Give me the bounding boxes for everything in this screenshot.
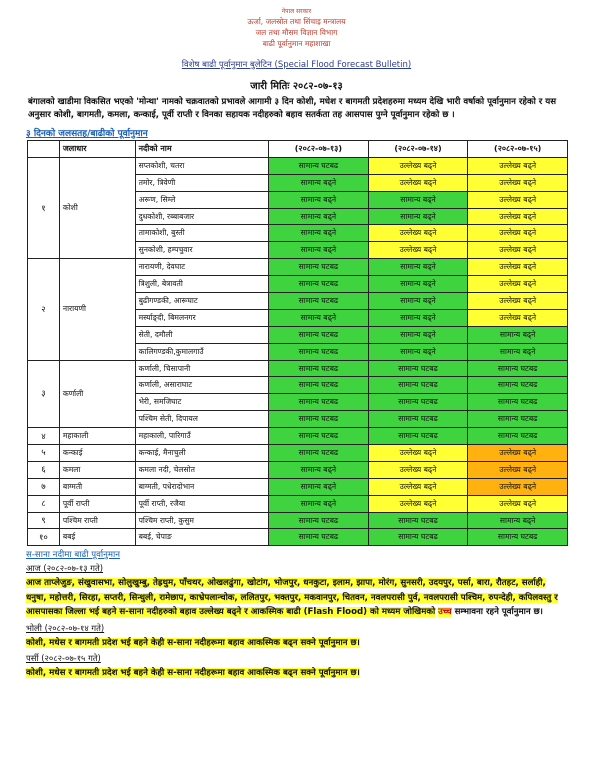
river-station: पूर्वी राप्ती, रजैया [135, 495, 269, 512]
forecast-day3-cell: उल्लेख्य बढ्ने [468, 225, 568, 242]
river-station: कालिगण्डकी,कुमालगाउँ [135, 343, 269, 360]
river-station: नारायणी, देवघाट [135, 259, 269, 276]
forecast-day3-cell: उल्लेख्य बढ्ने [468, 293, 568, 310]
header-day2: (२०८२-०७-१४) [368, 141, 468, 158]
basin-name: कोशी [59, 157, 135, 258]
forecast-day3-cell: सामान्य घटबढ [468, 428, 568, 445]
forecast-day2-cell: सामान्य घटबढ [368, 360, 468, 377]
basin-name: कर्णाली [59, 360, 135, 428]
basin-name: कमला [59, 461, 135, 478]
tomorrow-label: भोली (२०८२-०७-१४ गते) [26, 622, 105, 633]
forecast-day1-cell: सामान्य घटबढ [269, 428, 369, 445]
forecast-day1-cell: सामान्य बढ्ने [269, 478, 369, 495]
day-after-paragraph [26, 666, 567, 681]
forecast-day3-cell: सामान्य घटबढ [468, 360, 568, 377]
river-station: मर्स्याङ्दी, बिमलनगर [135, 309, 269, 326]
basin-number: १ [28, 157, 60, 258]
river-station: तामाकोशी, बुस्ती [135, 225, 269, 242]
table-row [28, 461, 568, 478]
table-row [28, 259, 568, 276]
forecast-day1-cell: सामान्य बढ्ने [269, 174, 369, 191]
river-station: बाग्मती, पधेरादोभान [135, 478, 269, 495]
letterhead [0, 8, 593, 49]
forecast-day3-cell: सामान्य बढ्ने [468, 512, 568, 529]
river-station: कर्णाली, चिसापानी [135, 360, 269, 377]
river-station: कर्णाली, असाराघाट [135, 377, 269, 394]
forecast-day2-cell: सामान्य बढ्ने [368, 191, 468, 208]
table-row [28, 529, 568, 546]
department-name: जल तथा मौसम विज्ञान विभाग [255, 28, 338, 37]
division-name: बाढी पूर्वानुमान महाशाखा [262, 39, 331, 48]
table-row [28, 512, 568, 529]
forecast-day2-cell: उल्लेख्य बढ्ने [368, 242, 468, 259]
basin-name: कन्काई [59, 445, 135, 462]
forecast-day1-cell: सामान्य बढ्ने [269, 208, 369, 225]
basin-number: ४ [28, 428, 60, 445]
table-row [28, 428, 568, 445]
forecast-day2-cell: सामान्य बढ्ने [368, 276, 468, 293]
forecast-day3-cell: उल्लेख्य बढ्ने [468, 309, 568, 326]
forecast-day2-cell: उल्लेख्य बढ्ने [368, 461, 468, 478]
basin-number: १० [28, 529, 60, 546]
forecast-day2-cell: सामान्य बढ्ने [368, 208, 468, 225]
basin-number: ६ [28, 461, 60, 478]
basin-number: ३ [28, 360, 60, 428]
header-river: नदीको नाम [135, 141, 269, 158]
forecast-day1-cell: सामान्य घटबढ [269, 343, 369, 360]
forecast-day1-cell: सामान्य बढ्ने [269, 461, 369, 478]
day-after-label: पर्सी (२०८२-०७-१५ गते) [26, 653, 101, 664]
header-day1: (२०८२-०७-१३) [269, 141, 369, 158]
tomorrow-paragraph [26, 636, 567, 651]
basin-number: ५ [28, 445, 60, 462]
forecast-day1-cell: सामान्य घटबढ [269, 157, 369, 174]
today-paragraph [26, 576, 567, 620]
forecast-day3-cell: उल्लेख्य बढ्ने [468, 259, 568, 276]
forecast-day3-cell: सामान्य घटबढ [468, 411, 568, 428]
issue-date: जारी मितिः २०८२-०७-१३ [250, 81, 343, 92]
river-station: भेरी, समजिघाट [135, 394, 269, 411]
today-text-highlight: उच्च [438, 607, 452, 618]
river-station: दुधकोशी, रब्बाबजार [135, 208, 269, 225]
river-station: महाकाली, पारिगाउँ [135, 428, 269, 445]
river-station: तमोर, त्रिवेणी [135, 174, 269, 191]
forecast-day2-cell: सामान्य बढ्ने [368, 309, 468, 326]
table-row [28, 157, 568, 174]
header-num [28, 141, 60, 158]
forecast-day3-cell: उल्लेख्य बढ्ने [468, 461, 568, 478]
forecast-day3-cell: उल्लेख्य बढ्ने [468, 208, 568, 225]
forecast-day3-cell: उल्लेख्य बढ्ने [468, 242, 568, 259]
forecast-day2-cell: सामान्य घटबढ [368, 512, 468, 529]
tomorrow-text: कोशी, मधेस र बागमती प्रदेश भई बहने केही स-साना नदीहरूमा बहाव आकस्मिक बढ्न सक्ने पूर्वानुमान छ। [26, 637, 360, 648]
forecast-day3-cell: सामान्य बढ्ने [468, 343, 568, 360]
basin-name: पूर्वी राप्ती [59, 495, 135, 512]
small-rivers-title: स-साना नदीमा बाढी पूर्वानुमान [26, 550, 121, 561]
today-text-a: आज ताप्लेजुङ, संखुवासभा, सोलुखुम्बु, तेह्रथुम, पाँचथर, ओखलढुंगा, खोटांग, भोजपुर, धनकुटा, इलाम, झापा, मोरंग, सुनसरी, उदयपुर, पर्सा, बारा, रौतहट, सर्लाही, धनुषा, महोत्तरी, सिरहा, सप्तरी, सिन्धुली, रामेछाप, काभ्रेपलान्चोक, ललितपुर, भक्तपुर, मकवानपुर, चितवन, नवलपरासी पुर्व, नवलपरासी पश्चिम, रुपन्देही, कपिलवस्तु र आसपासका जिल्ला भई बहने स-साना नदीहरुको बहाव उल्लेख्य बढ्ने र आकस्मिक बाढी (Flash Flood) को मध्यम जोखिमको [26, 578, 558, 618]
today-text-b: सम्भावना रहने पूर्वानुमान छ। [454, 607, 543, 618]
forecast-day2-cell: सामान्य घटबढ [368, 377, 468, 394]
forecast-day1-cell: सामान्य घटबढ [269, 326, 369, 343]
forecast-day1-cell: सामान्य बढ्ने [269, 495, 369, 512]
basin-name: नारायणी [59, 259, 135, 360]
basin-number: ८ [28, 495, 60, 512]
forecast-day1-cell: सामान्य बढ्ने [269, 242, 369, 259]
forecast-day2-cell: सामान्य बढ्ने [368, 293, 468, 310]
basin-number: ९ [28, 512, 60, 529]
forecast-table [27, 140, 568, 546]
river-station: सप्तकोशी, चतरा [135, 157, 269, 174]
table-row [28, 495, 568, 512]
forecast-day3-cell: उल्लेख्य बढ्ने [468, 157, 568, 174]
government-name: नेपाल सरकार [281, 8, 312, 15]
forecast-day3-cell: उल्लेख्य बढ्ने [468, 276, 568, 293]
forecast-day1-cell: सामान्य घटबढ [269, 360, 369, 377]
bulletin-title-text: विशेष बाढी पूर्वानुमान बुलेटिन (Special Flood Forecast Bulletin) [181, 60, 412, 70]
header-day3: (२०८२-०७-१५) [468, 141, 568, 158]
forecast-day2-cell: उल्लेख्य बढ्ने [368, 225, 468, 242]
table-header-row [28, 141, 568, 158]
forecast-day3-cell: उल्लेख्य बढ्ने [468, 174, 568, 191]
river-station: पश्चिम राप्ती, कुसुम [135, 512, 269, 529]
forecast-day3-cell: उल्लेख्य बढ्ने [468, 478, 568, 495]
river-station: अरूण, सिम्ले [135, 191, 269, 208]
intro-paragraph: बंगालको खाडीमा विकसित भएको 'मोन्था' नामको चक्रवातको प्रभावले आगामी ३ दिन कोशी, मधेश र बागमती प्रदेशहरुमा मध्यम देखि भारी वर्षाको पूर्वानुमान रहेको र यस अनुसार कोशी, बागमती, कमला, कन्काई, पूर्वी राप्ती र विनका सहायक नदीहरुको बहाव सतर्कता तह आसपास पुग्ने पूर्वानुमान रहेको छ । [28, 97, 557, 120]
header-basin: जलाधार [59, 141, 135, 158]
river-station: सेती, दमौली [135, 326, 269, 343]
forecast-day1-cell: सामान्य घटबढ [269, 259, 369, 276]
river-station: पश्चिम सेती, दिपायल [135, 411, 269, 428]
forecast-day1-cell: सामान्य घटबढ [269, 445, 369, 462]
forecast-table-body [28, 157, 568, 545]
forecast-day2-cell: सामान्य घटबढ [368, 411, 468, 428]
ministry-name: ऊर्जा, जलस्रोत तथा सिंचाइ मन्त्रालय [247, 17, 346, 26]
basin-name: बाग्मती [59, 478, 135, 495]
forecast-day3-cell: सामान्य घटबढ [468, 529, 568, 546]
table-row [28, 360, 568, 377]
basin-number: ७ [28, 478, 60, 495]
forecast-day3-cell: सामान्य घटबढ [468, 377, 568, 394]
forecast-day2-cell: उल्लेख्य बढ्ने [368, 157, 468, 174]
basin-number: २ [28, 259, 60, 360]
table-row [28, 478, 568, 495]
forecast-day1-cell: सामान्य बढ्ने [269, 225, 369, 242]
forecast-day1-cell: सामान्य बढ्ने [269, 309, 369, 326]
basin-name: पश्चिम राप्ती [59, 512, 135, 529]
forecast-day2-cell: उल्लेख्य बढ्ने [368, 478, 468, 495]
forecast-day2-cell: सामान्य बढ्ने [368, 343, 468, 360]
forecast-day2-cell: सामान्य घटबढ [368, 529, 468, 546]
forecast-day1-cell: सामान्य घटबढ [269, 411, 369, 428]
forecast-day1-cell: सामान्य बढ्ने [269, 191, 369, 208]
forecast-day2-cell: उल्लेख्य बढ्ने [368, 495, 468, 512]
basin-name: महाकाली [59, 428, 135, 445]
forecast-day2-cell: सामान्य घटबढ [368, 428, 468, 445]
forecast-section-title: ३ दिनको जलसतह/बाढीको पूर्वानुमान [26, 129, 148, 139]
forecast-day3-cell: सामान्य बढ्ने [468, 326, 568, 343]
forecast-day1-cell: सामान्य घटबढ [269, 394, 369, 411]
forecast-day1-cell: सामान्य घटबढ [269, 529, 369, 546]
forecast-day1-cell: सामान्य घटबढ [269, 276, 369, 293]
forecast-day3-cell: उल्लेख्य बढ्ने [468, 445, 568, 462]
forecast-day3-cell: उल्लेख्य बढ्ने [468, 495, 568, 512]
river-station: कन्काई, मैनाचुली [135, 445, 269, 462]
bulletin-title [0, 52, 593, 71]
river-station: सुनकोशी, हम्पचुवार [135, 242, 269, 259]
river-station: त्रिशुली, बेत्रावती [135, 276, 269, 293]
river-station: बुढीगण्डकी, आरूघाट [135, 293, 269, 310]
basin-name: बबई [59, 529, 135, 546]
table-row [28, 445, 568, 462]
forecast-day2-cell: उल्लेख्य बढ्ने [368, 174, 468, 191]
forecast-day2-cell: सामान्य घटबढ [368, 394, 468, 411]
forecast-day2-cell: सामान्य बढ्ने [368, 326, 468, 343]
forecast-day1-cell: सामान्य घटबढ [269, 377, 369, 394]
forecast-day2-cell: सामान्य बढ्ने [368, 259, 468, 276]
day-after-text: कोशी, मधेस र बागमती प्रदेश भई बहने केही स-साना नदीहरूमा बहाव आकस्मिक बढ्न सक्ने पूर्वानुमान छ। [26, 668, 360, 679]
forecast-day3-cell: उल्लेख्य बढ्ने [468, 191, 568, 208]
forecast-day1-cell: सामान्य घटबढ [269, 293, 369, 310]
forecast-day3-cell: सामान्य घटबढ [468, 394, 568, 411]
river-station: कमला नदी, चेलसोत [135, 461, 269, 478]
today-label: आज (२०८२-०७-१३ गते) [26, 563, 104, 574]
forecast-day1-cell: सामान्य घटबढ [269, 512, 369, 529]
forecast-day2-cell: उल्लेख्य बढ्ने [368, 445, 468, 462]
river-station: बबई, चेपाङ [135, 529, 269, 546]
